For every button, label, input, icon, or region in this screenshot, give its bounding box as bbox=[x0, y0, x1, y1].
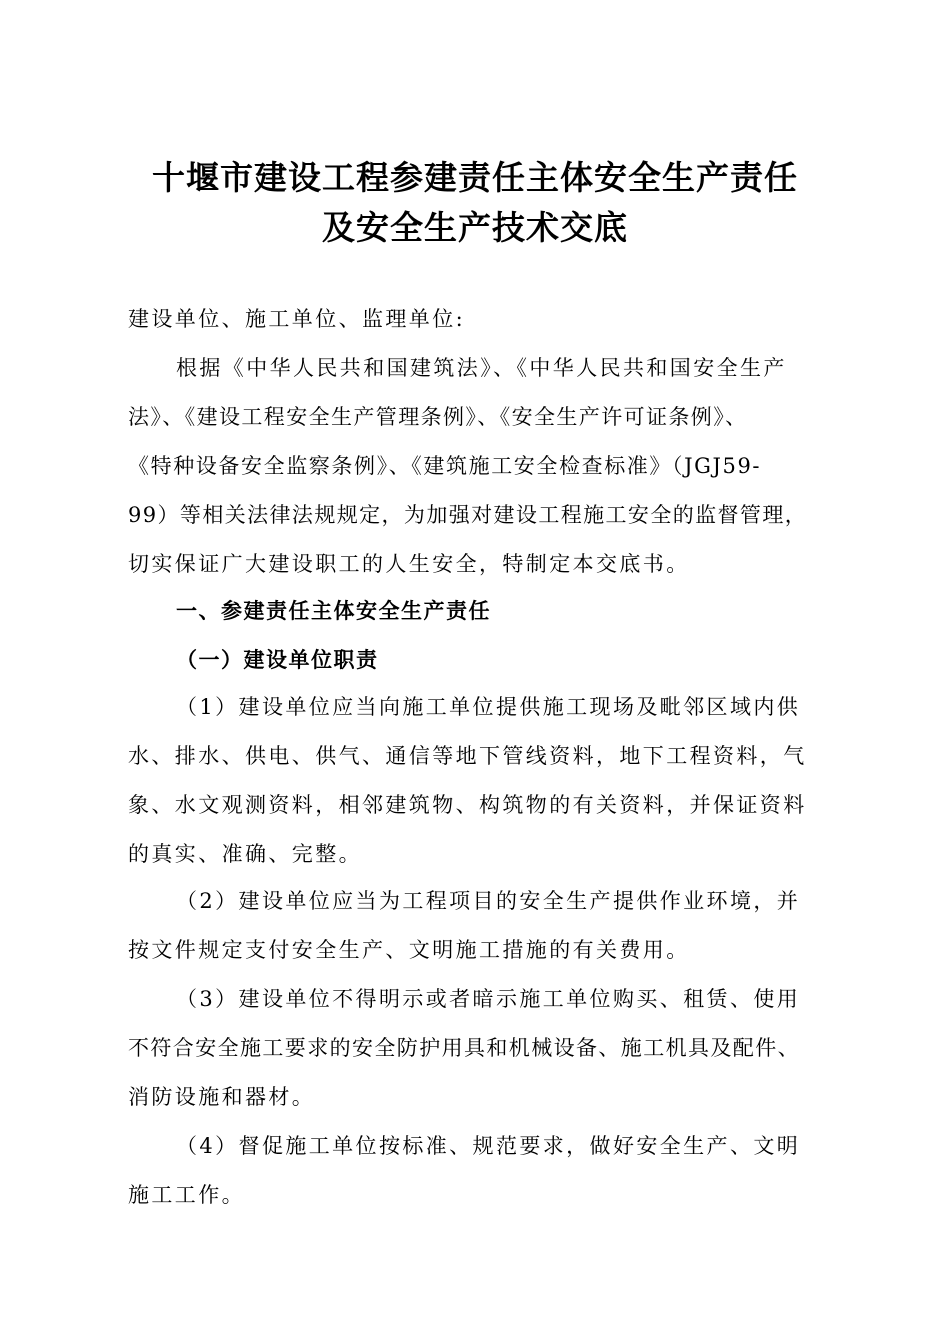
item-1-line-2: 水、排水、供电、供气、通信等地下管线资料，地下工程资料，气 bbox=[128, 744, 807, 768]
intro-line-4: 99）等相关法律法规规定，为加强对建设工程施工安全的监督管理， bbox=[128, 503, 808, 527]
subsection-heading: （一）建设单位职责 bbox=[176, 648, 379, 672]
item-4-line-2: 施工工作。 bbox=[128, 1183, 245, 1207]
item-4-line-1: （4）督促施工单位按标准、规范要求，做好安全生产、文明 bbox=[176, 1134, 801, 1158]
intro-line-1: 根据《中华人民共和国建筑法》、《中华人民共和国安全生产 bbox=[176, 356, 787, 380]
intro-line-5: 切实保证广大建设职工的人生安全，特制定本交底书。 bbox=[128, 552, 690, 576]
item-2-line-2: 按文件规定支付安全生产、文明施工措施的有关费用。 bbox=[128, 938, 690, 962]
item-1-line-3: 象、水文观测资料，相邻建筑物、构筑物的有关资料，并保证资料 bbox=[128, 793, 807, 817]
addressee: 建设单位、施工单位、监理单位: bbox=[128, 307, 466, 331]
item-1-line-1: （1）建设单位应当向施工单位提供施工现场及毗邻区域内供 bbox=[176, 695, 801, 719]
document-title-line-1: 十堰市建设工程参建责任主体安全生产责任 bbox=[152, 158, 798, 197]
item-3-line-3: 消防设施和器材。 bbox=[128, 1085, 316, 1109]
intro-line-3: 《特种设备安全监察条例》、《建筑施工安全检查标准》（JGJ59- bbox=[128, 454, 762, 478]
section-heading: 一、参建责任主体安全生产责任 bbox=[176, 599, 491, 623]
document-title-line-2: 及安全生产技术交底 bbox=[322, 208, 628, 247]
intro-line-2: 法》、《建设工程安全生产管理条例》、《安全生产许可证条例》、 bbox=[128, 405, 748, 429]
item-2-line-1: （2）建设单位应当为工程项目的安全生产提供作业环境，并 bbox=[176, 889, 801, 913]
item-3-line-1: （3）建设单位不得明示或者暗示施工单位购买、租赁、使用 bbox=[176, 987, 801, 1011]
item-1-line-4: 的真实、准确、完整。 bbox=[128, 842, 362, 866]
item-3-line-2: 不符合安全施工要求的安全防护用具和机械设备、施工机具及配件、 bbox=[128, 1036, 800, 1060]
